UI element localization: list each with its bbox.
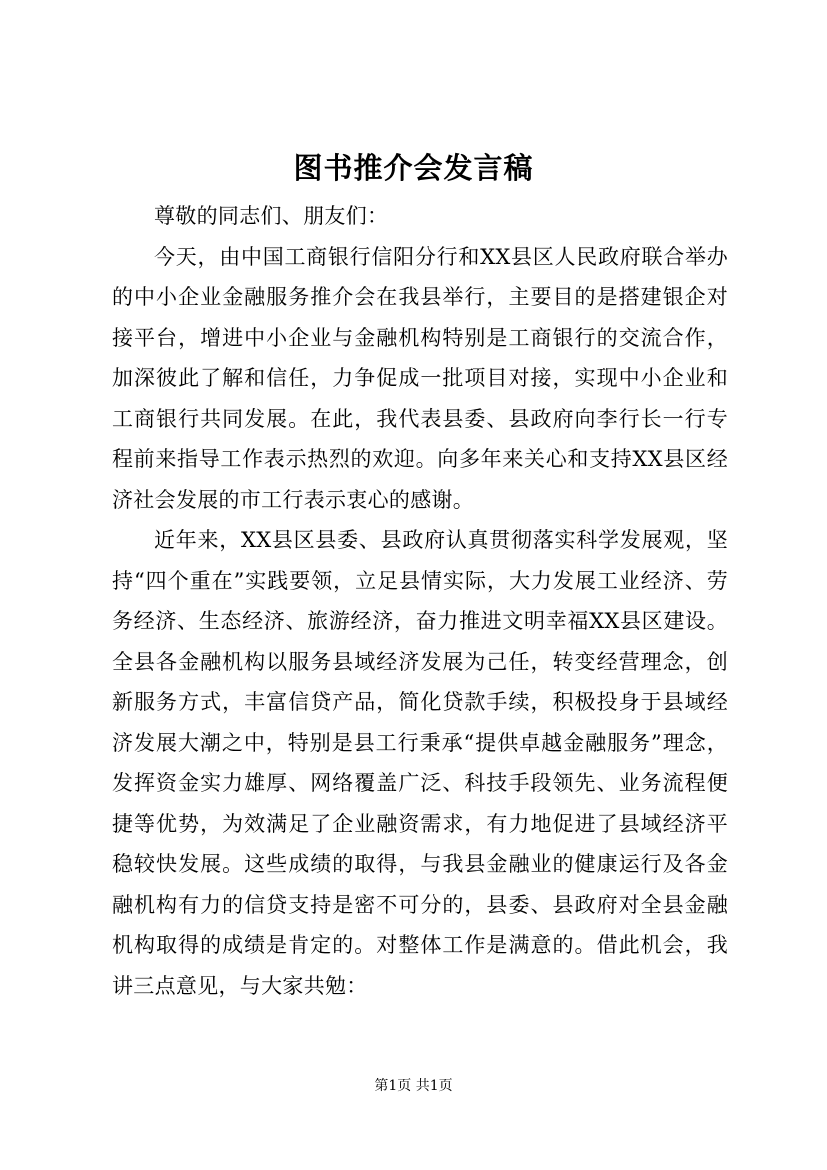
page-number-footer: 第1页 共1页 <box>374 1078 453 1094</box>
paragraph-2: 近年来，XX县区县委、县政府认真贯彻落实科学发展观，坚持“四个重在”实践要领，立足县情实际，大力发展工业经济、劳务经济、生态经济、旅游经济，奋力推进文明幸福XX县区建设。全县各金融机构以服务县域经济发展为己任，转变经营理念，创新服务方式，丰富信贷产品，简化贷款手续，积极投身于县域经济发展大潮之中，特别是县工行秉承“提供卓越金融服务”理念，发挥资金实力雄厚、网络覆盖广泛、科技手段领先、业务流程便捷等优势，为效满足了企业融资需求，有力地促进了县域经济平稳较快发展。这些成绩的取得，与我县金融业的健康运行及各金融机构有力的信贷支持是密不可分的，县委、县政府对全县金融机构取得的成绩是肯定的。对整体工作是满意的。借此机会，我讲三点意见，与大家共勉： <box>112 528 728 998</box>
document-title: 图书推介会发言稿 <box>293 151 534 185</box>
paragraph-1: 今天，由中国工商银行信阳分行和XX县区人民政府联合举办的中小企业金融服务推介会在我县举行，主要目的是搭建银企对接平台，增进中小企业与金融机构特别是工商银行的交流合作，加深彼此了解和信任，力争促成一批项目对接，实现中小企业和工商银行共同发展。在此，我代表县委、县政府向李行长一行专程前来指导工作表示热烈的欢迎。向多年来关心和支持XX县区经济社会发展的市工行表示衷心的感谢。 <box>112 244 728 512</box>
document-body <box>112 196 728 1006</box>
salutation: 尊敬的同志们、朋友们： <box>154 204 389 228</box>
